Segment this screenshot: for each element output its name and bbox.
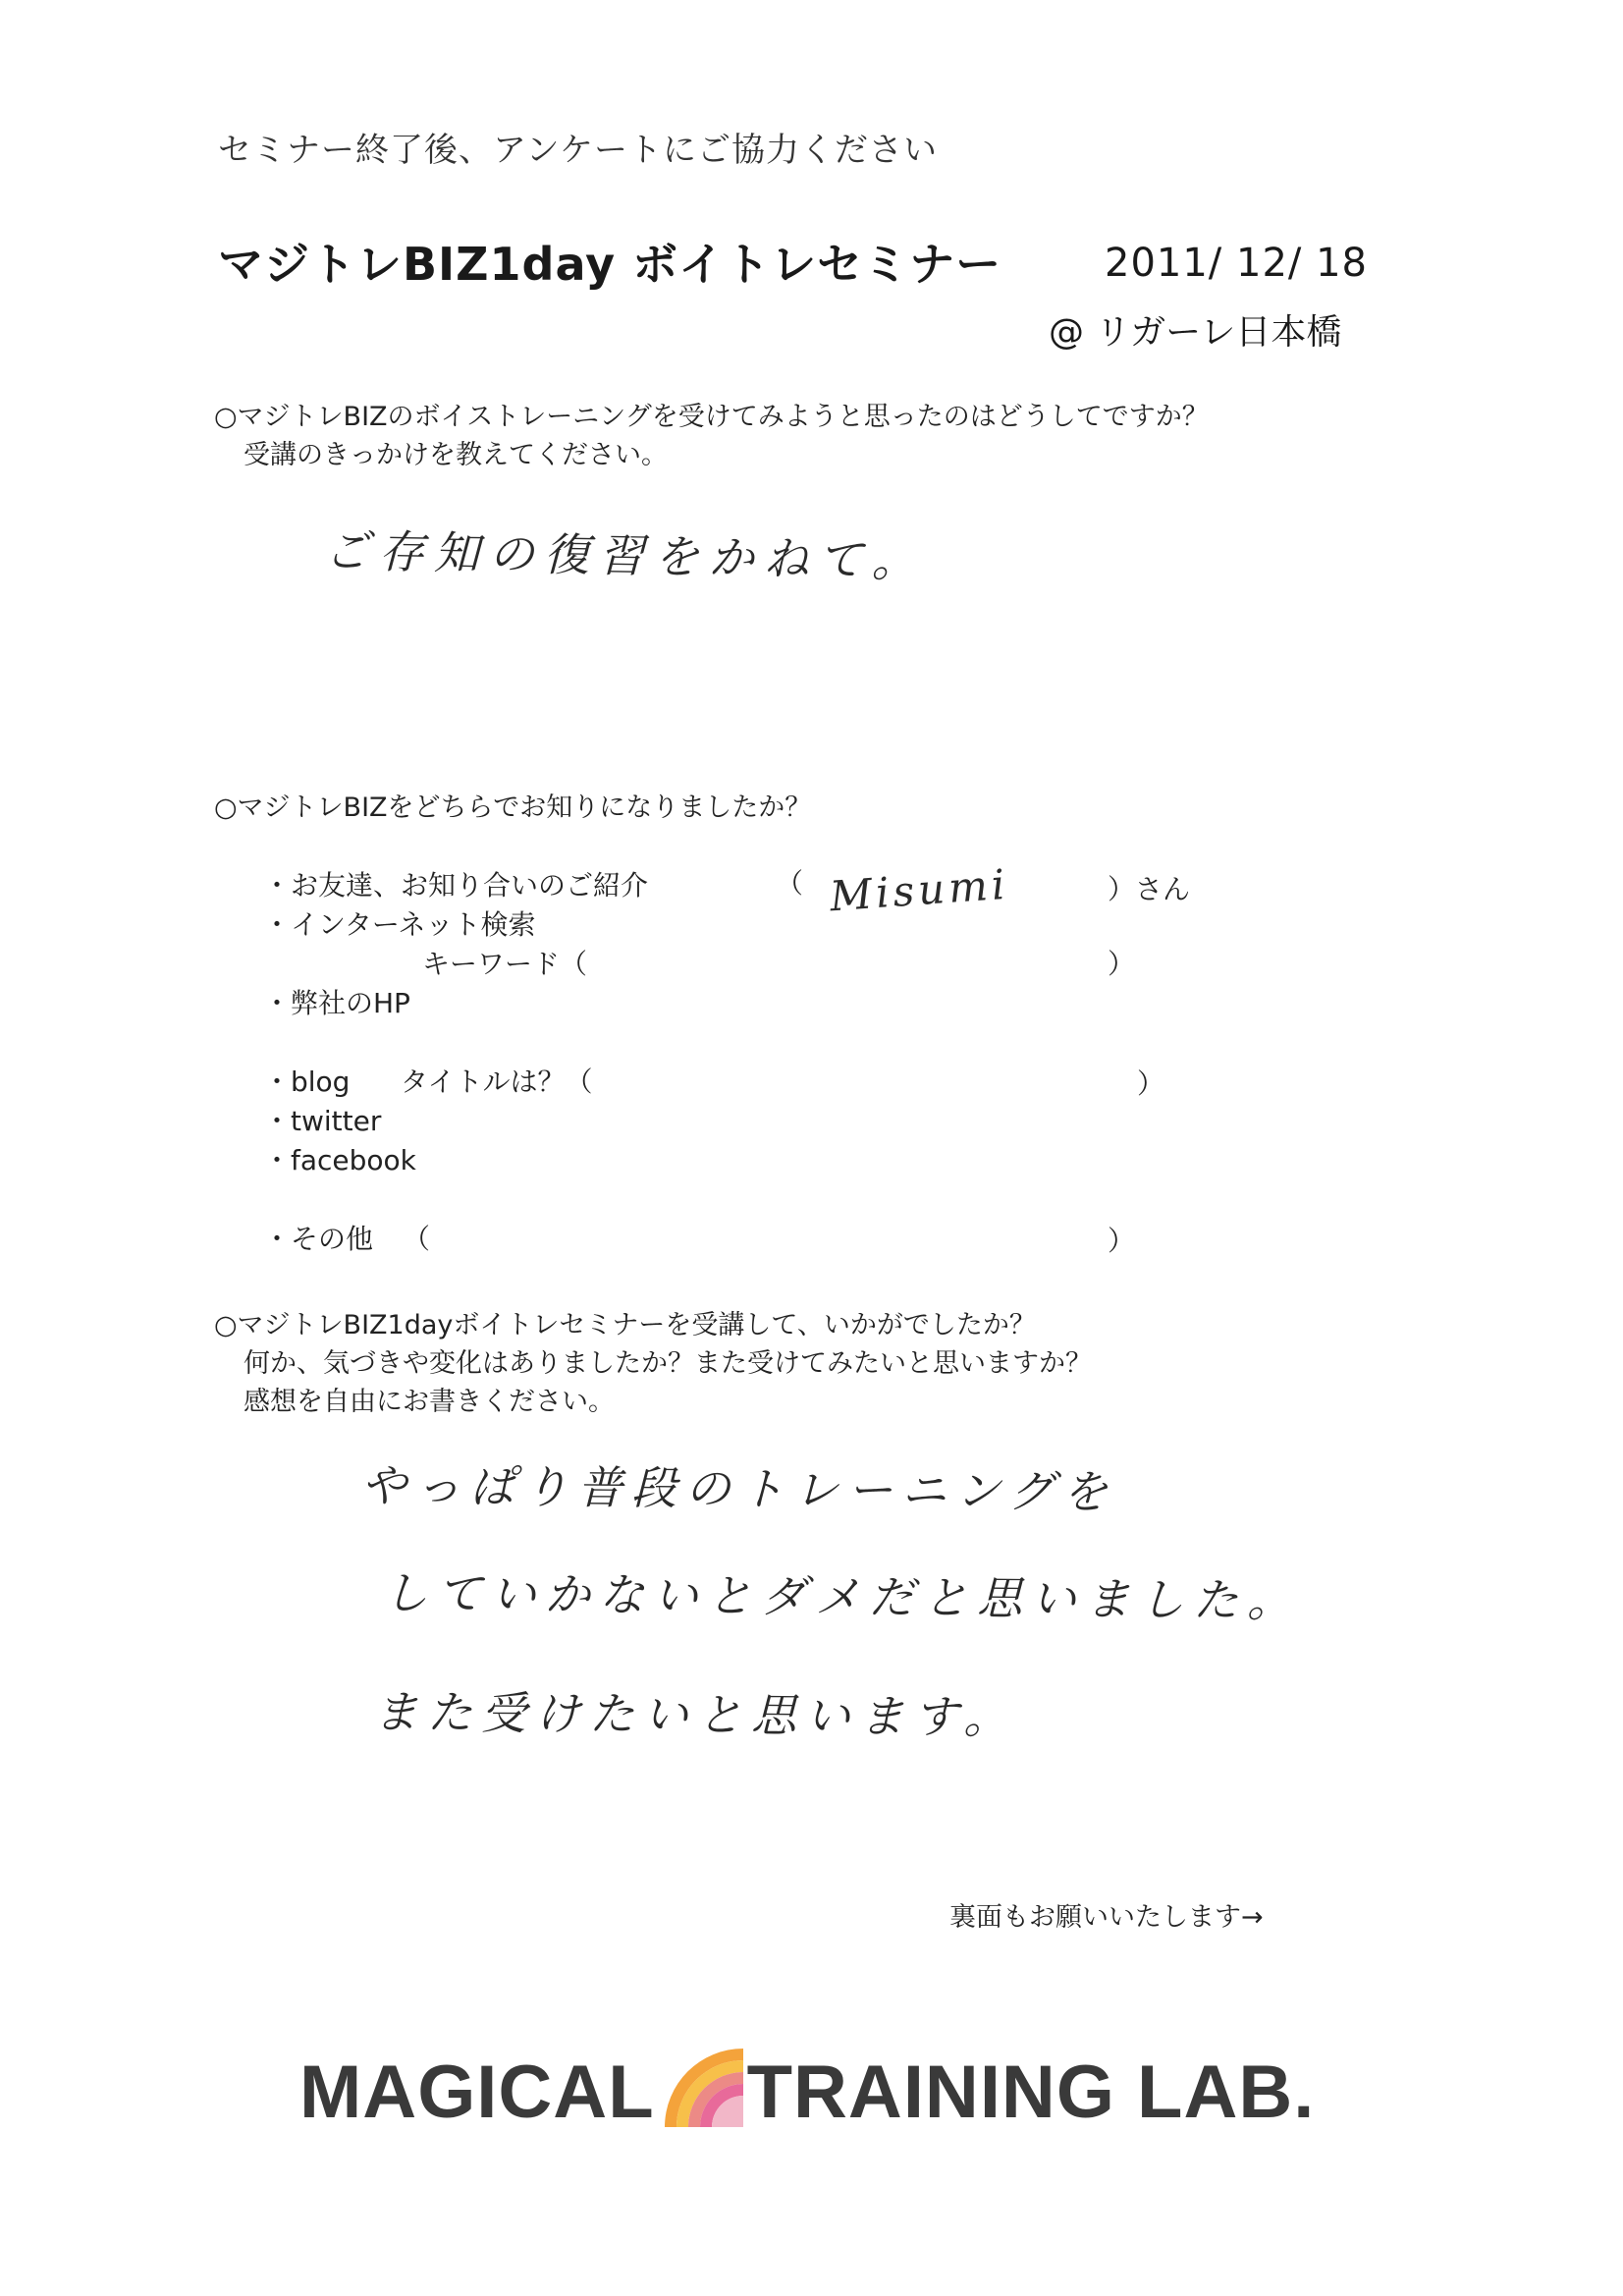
back-side-note: 裏面もお願いいたします→ [949, 1902, 1264, 1933]
option-friend-open-paren: （ [776, 867, 804, 900]
question-3-handwritten-answer-line-3: また受けたいと思います。 [372, 1685, 1018, 1744]
option-internet-label: ・インターネット検索 [263, 908, 536, 941]
option-other-close-paren: ） [1108, 1225, 1136, 1257]
intro-text: セミナー終了後、アンケートにご協力ください [218, 131, 938, 170]
question-3-line-2: 何か、気づきや変化はありましたか？また受けてみたいと思いますか？ [243, 1348, 1092, 1379]
option-blog-title-label: タイトルは？（ [401, 1066, 593, 1098]
seminar-date: 2011/ 12/ 18 [1105, 241, 1368, 286]
option-blog-close-paren: ） [1137, 1067, 1165, 1100]
option-hp-label: ・弊社のHP [263, 987, 410, 1019]
option-friend-san: ）さん [1108, 873, 1191, 905]
question-2: ○マジトレBIZをどちらでお知りになりましたか？ [214, 793, 812, 823]
option-facebook-label: ・facebook [263, 1144, 416, 1176]
magical-training-lab-logo [299, 2048, 1315, 2136]
option-keyword-label: キーワード（ [422, 948, 588, 980]
logo-text-left: MAGICAL [299, 2050, 655, 2134]
option-blog-label: ・blog [263, 1066, 351, 1098]
option-other-open-paren: （ [403, 1223, 431, 1255]
seminar-venue: @ リガーレ日本橋 [1049, 312, 1342, 353]
option-keyword-close-paren: ） [1108, 948, 1136, 980]
option-other-label: ・その他 [263, 1223, 374, 1255]
option-twitter-label: ・twitter [263, 1105, 382, 1137]
question-1-line-1: ○マジトレBIZのボイストレーニングを受けてみようと思ったのはどうしてですか？ [214, 402, 1209, 432]
option-friend-label: ・お友達、お知り合いのご紹介 [263, 869, 649, 902]
question-1-line-2: 受講のきっかけを教えてください。 [243, 440, 668, 470]
logo-text-right: TRAINING LAB. [746, 2050, 1316, 2134]
question-3-line-3: 感想を自由にお書きください。 [243, 1387, 615, 1417]
page-title: マジトレBIZ1day ボイトレセミナー [218, 238, 1002, 291]
question-3 [214, 1306, 1092, 1421]
question-1 [214, 398, 1209, 474]
rainbow-arc-icon [661, 2045, 743, 2127]
question-3-handwritten-answer-line-1: やっぱり普段のトレーニングを [360, 1458, 1117, 1519]
question-3-handwritten-answer-line-2: していかないとダメだと思いました。 [382, 1565, 1302, 1628]
option-friend-handwritten-answer: Misumi [828, 859, 1010, 921]
question-3-line-1: ○マジトレBIZ1dayボイトレセミナーを受講して、いかがでしたか？ [214, 1310, 1036, 1340]
question-1-handwritten-answer: ご存知の復習をかねて。 [323, 523, 928, 588]
